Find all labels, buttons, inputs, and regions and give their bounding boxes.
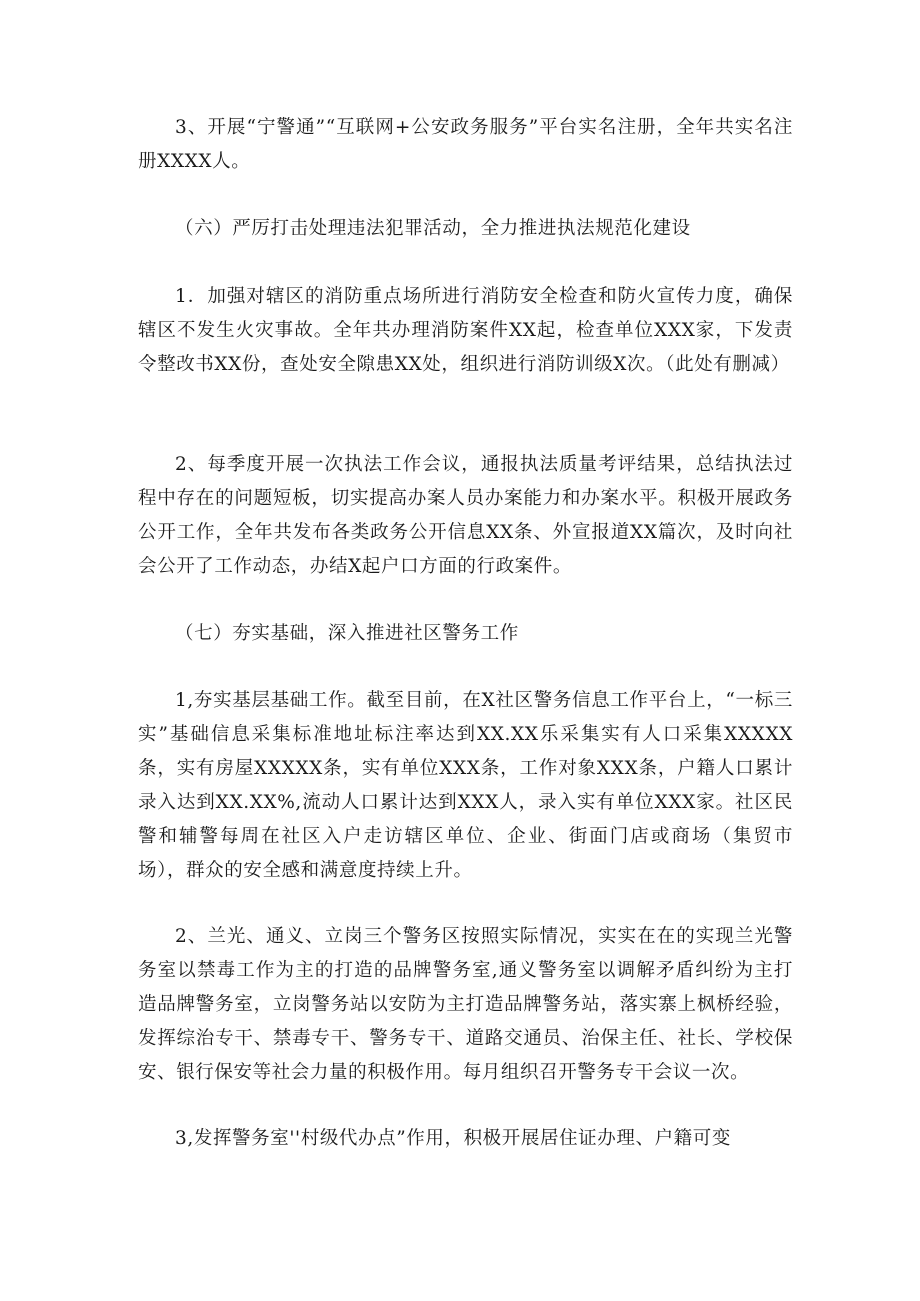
section-heading-seven: （七）夯实基础，深入推进社区警务工作 <box>175 623 519 644</box>
paragraph-police-districts: 2、兰光、通义、立岗三个警务区按照实际情况，实实在在的实现兰光警务室以禁毒工作为主的打造的品牌警务室,通义警务室以调解矛盾纠纷为主打造品牌警务室，立岗警务站以安防为主打造品牌警务站，落实寨上枫桥经验，发挥综治专干、禁毒专干、警务专干、道路交通员、治保主任、社长、学校保安、银行保安等社会力量的积极作用。每月组织召开警务专干会议一次。 <box>138 926 793 1083</box>
paragraph-law-enforcement-meeting: 2、每季度开展一次执法工作会议，通报执法质量考评结果，总结执法过程中存在的问题短板，切实提高办案人员办案能力和办案水平。积极开展政务公开工作，全年共发布各类政务公开信息XX条、外宣报道XX篇次，及时向社会公开了工作动态，办结X起户口方面的行政案件。 <box>138 454 793 577</box>
section-heading-six: （六）严厉打击处理违法犯罪活动，全力推进执法规范化建设 <box>175 218 691 239</box>
paragraph-community-foundation: 1,夯实基层基础工作。截至目前，在X社区警务信息工作平台上，“一标三实”基础信息采集标准地址标注率达到XX.XX乐采集实有人口采集XXXXX条，实有房屋XXXXX条，实有单位XXX条，工作对象XXX条，户籍人口累计录入达到XX.XX%,流动人口累计达到XXX人，录入实有单位XXX家。社区民警和辅警每周在社区入户走访辖区单位、企业、街面门店或商场（集贸市场），群众的安全感和满意度持续上升。 <box>138 690 793 881</box>
paragraph-realname-registration: 3、开展“宁警通”“互联网+公安政务服务”平台实名注册，全年共实名注册XXXX人。 <box>138 117 793 172</box>
paragraph-fire-safety: 1．加强对辖区的消防重点场所进行消防安全检查和防火宣传力度，确保辖区不发生火灾事故。全年共办理消防案件XX起，检查单位XXX家，下发责令整改书XX份，查处安全隙患XX处，组织进行消防训级X次。（此处有删减） <box>138 286 793 375</box>
paragraph-village-agency: 3,发挥警务室''村级代办点”作用，积极开展居住证办理、户籍可变 <box>175 1128 731 1149</box>
